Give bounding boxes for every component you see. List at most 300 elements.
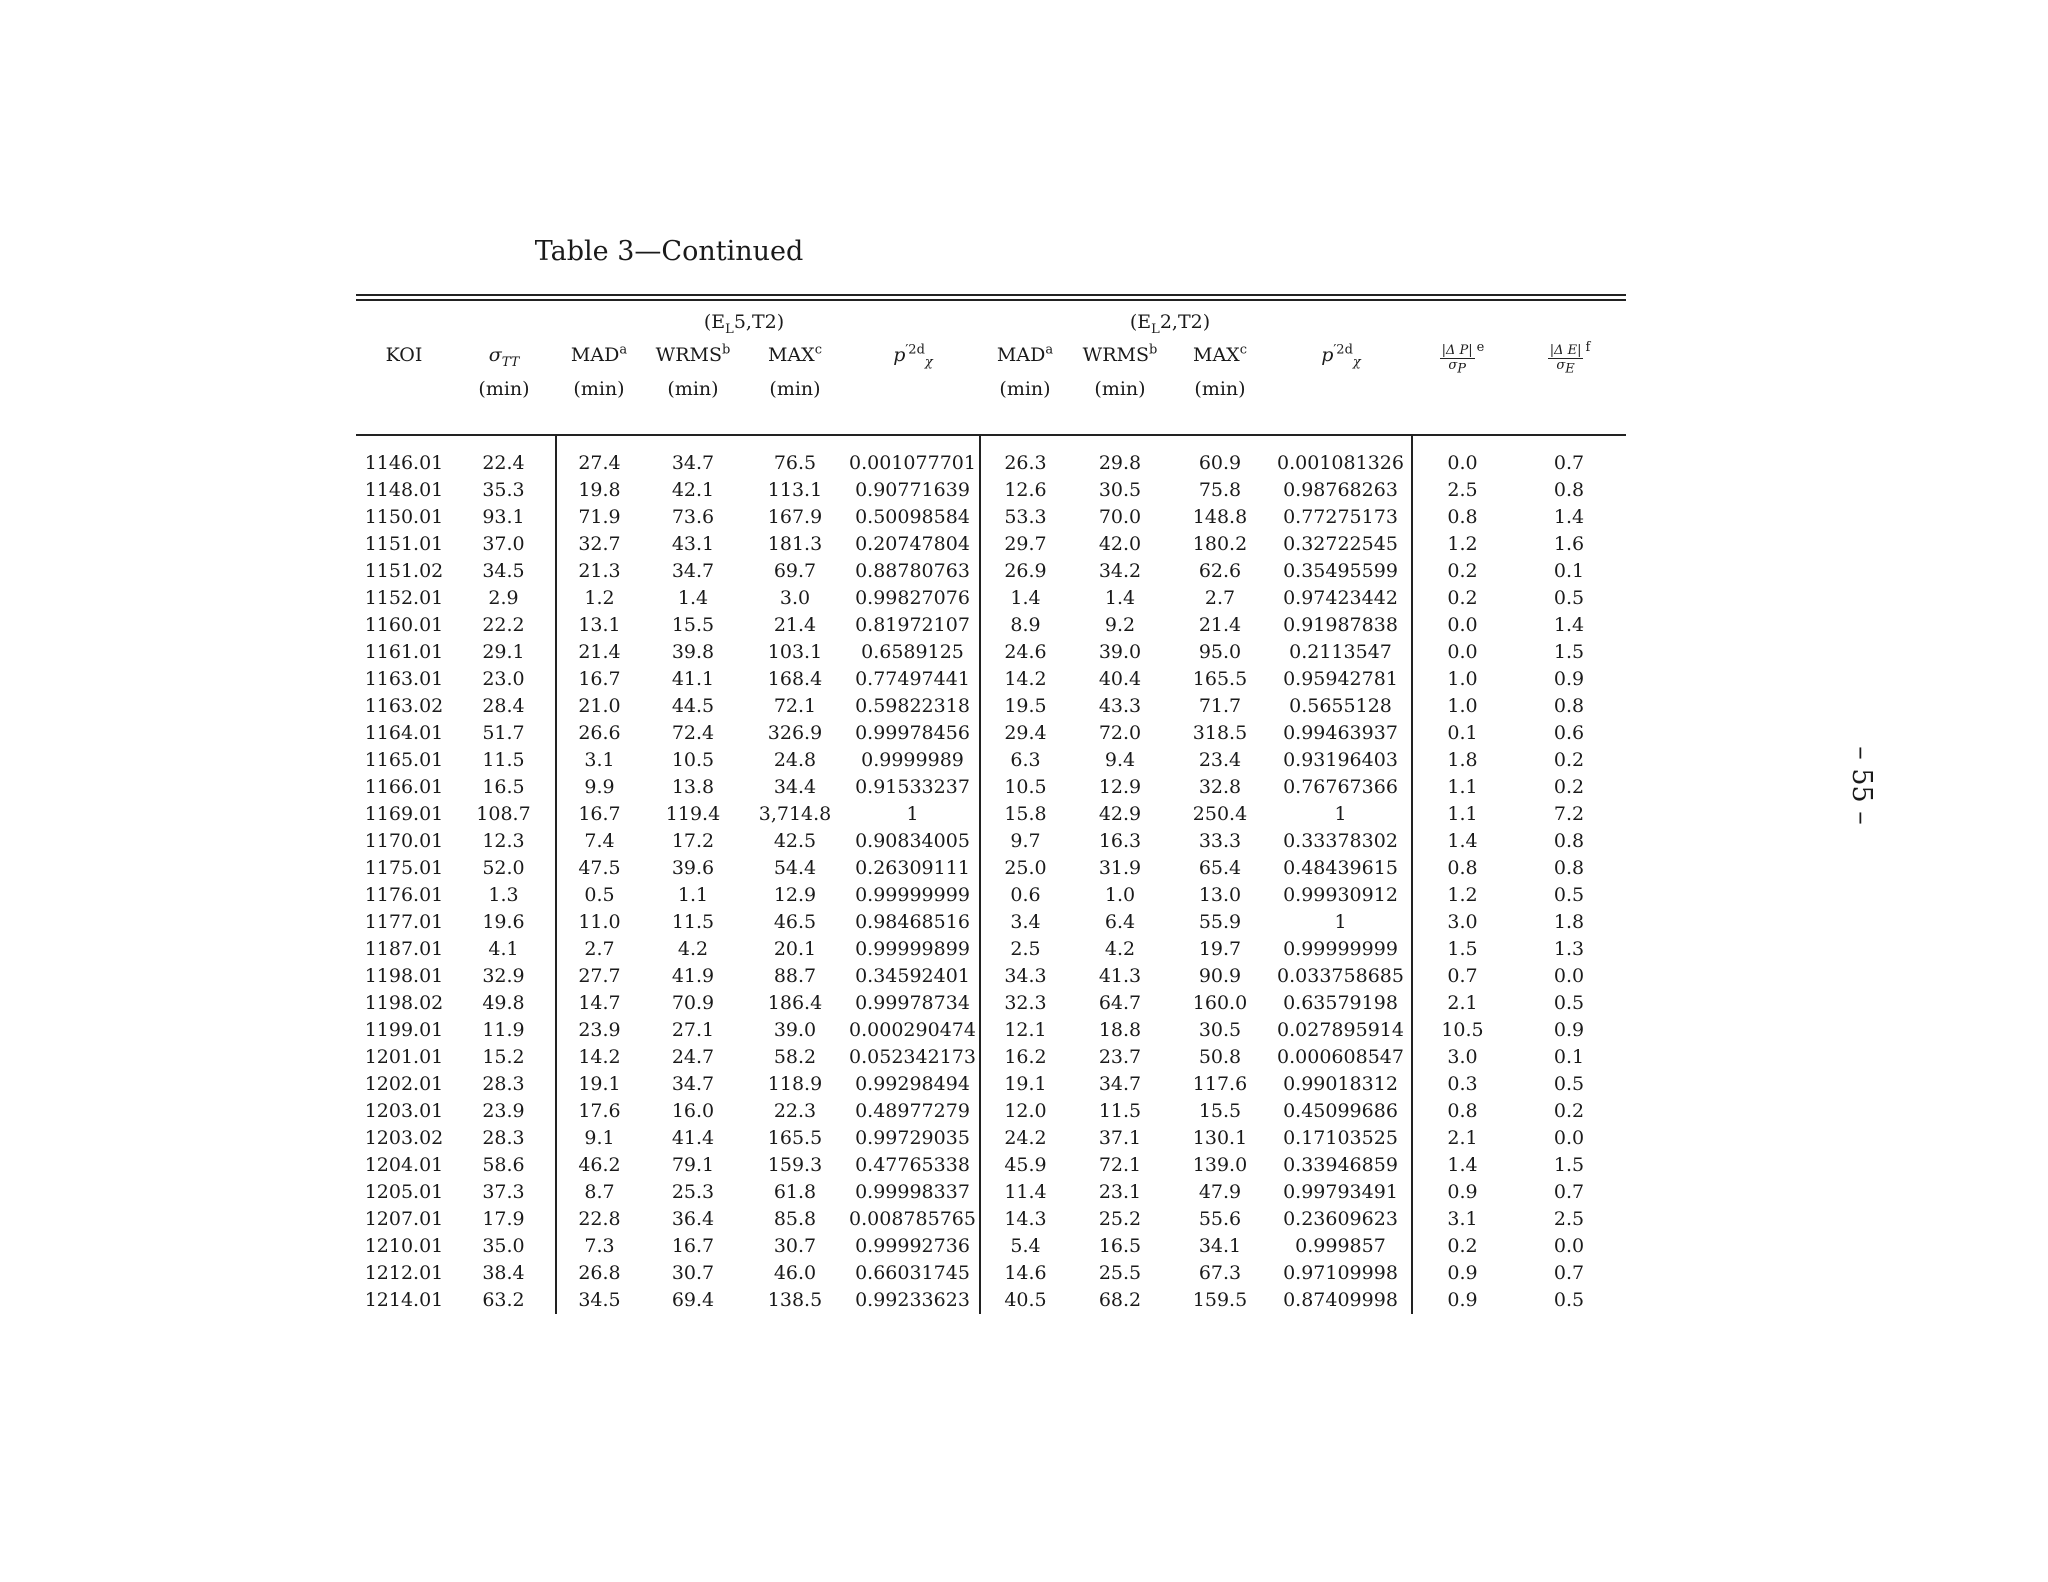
table-cell: 11.5 (482, 749, 525, 771)
table-cell: 0.0 (1553, 965, 1585, 987)
table-cell: 30.7 (671, 1262, 715, 1284)
table-cell: 11.9 (482, 1019, 525, 1041)
table-cell: 93.1 (482, 506, 525, 528)
table-cell: 13.1 (556, 612, 642, 639)
table-cell: 1.4 (1104, 587, 1136, 609)
table-cell: 1.5 (1412, 936, 1512, 963)
table-cell: 0.99793491 (1283, 1181, 1398, 1203)
table-cell: 16.7 (556, 801, 642, 828)
table-cell: 52.0 (482, 857, 525, 879)
col-header-wrms-2: WRMS$^b$ (1082, 342, 1158, 366)
unit-max-2: (min) (1194, 377, 1246, 400)
table-cell: 25.3 (671, 1181, 715, 1203)
table-cell: 71.7 (1198, 695, 1242, 717)
table-cell: 165.5 (767, 1127, 823, 1149)
koi-cell: 1164.01 (364, 722, 444, 744)
table-cell: 0.0 (1553, 1127, 1585, 1149)
table-cell: 38.4 (482, 1262, 525, 1284)
table-cell: 10.5 (980, 774, 1070, 801)
table-cell: 27.7 (556, 963, 642, 990)
table-cell: 2.7 (1204, 587, 1236, 609)
table-cell: 0.99999999 (1283, 938, 1398, 960)
table-cell: 53.3 (980, 504, 1070, 531)
table-cell: 0.20747804 (855, 533, 970, 555)
table-cell: 0.95942781 (1283, 668, 1398, 690)
table-cell: 0.9 (1553, 1019, 1585, 1041)
table-cell: 34.7 (671, 452, 715, 474)
table-cell: 3.4 (980, 909, 1070, 936)
table-cell: 9.9 (556, 774, 642, 801)
table-cell: 25.5 (1098, 1262, 1142, 1284)
col-header-mad-2: MAD$^a$ (996, 342, 1054, 366)
table-cell: 0.001077701 (849, 452, 976, 474)
col-header-sigma-tt: $\sigma_{TT}$ (488, 344, 520, 370)
table-cell: 1.4 (677, 587, 709, 609)
table-cell: 186.4 (767, 992, 823, 1014)
table-cell: 46.0 (773, 1262, 817, 1284)
table-cell: 16.7 (556, 666, 642, 693)
table-cell: 16.0 (671, 1100, 715, 1122)
table-cell: 0.7 (1553, 1262, 1585, 1284)
table-cell: 42.0 (1098, 533, 1142, 555)
table-cell: 0.001081326 (1277, 452, 1404, 474)
table-cell: 18.8 (1098, 1019, 1142, 1041)
table-cell: 7.2 (1553, 803, 1585, 825)
table-cell: 0.93196403 (1283, 749, 1398, 771)
table-cell: 117.6 (1192, 1073, 1248, 1095)
table-cell: 11.5 (1098, 1100, 1142, 1122)
koi-cell: 1187.01 (364, 938, 444, 960)
table-cell: 12.6 (980, 477, 1070, 504)
table-row (356, 1044, 1626, 1071)
table-cell: 62.6 (1198, 560, 1242, 582)
table-cell: 6.3 (980, 747, 1070, 774)
table-cell: 0.9 (1412, 1260, 1512, 1287)
table-cell: 0.77497441 (855, 668, 970, 690)
table-cell: 0.99999899 (855, 938, 970, 960)
table-row (356, 585, 1626, 612)
table-cell: 21.3 (556, 558, 642, 585)
table-cell: 10.5 (671, 749, 715, 771)
table-cell: 0.17103525 (1283, 1127, 1398, 1149)
data-table (356, 301, 1626, 1314)
table-cell: 23.9 (556, 1017, 642, 1044)
table-cell: 0.90771639 (855, 479, 970, 501)
table-cell: 0.7 (1412, 963, 1512, 990)
table-cell: 2.7 (556, 936, 642, 963)
table-row (356, 531, 1626, 558)
table-cell: 44.5 (671, 695, 715, 717)
table-cell: 39.0 (773, 1019, 817, 1041)
table-cell: 43.1 (671, 533, 715, 555)
unit-mad-2: (min) (999, 377, 1051, 400)
table-cell: 42.5 (773, 830, 817, 852)
table-cell: 0.99930912 (1283, 884, 1398, 906)
table-cell: 63.2 (482, 1289, 525, 1311)
table-row (356, 801, 1626, 828)
table-cell: 29.4 (980, 720, 1070, 747)
table-cell: 39.8 (671, 641, 715, 663)
table-cell: 181.3 (767, 533, 823, 555)
table-row (356, 936, 1626, 963)
table-cell: 0.77275173 (1283, 506, 1398, 528)
table-cell: 13.8 (671, 776, 715, 798)
table-cell: 1.4 (1553, 506, 1585, 528)
col-header-koi: KOI (385, 344, 423, 366)
table-cell: 39.6 (671, 857, 715, 879)
table-cell: 16.3 (1098, 830, 1142, 852)
table-cell: 3.1 (556, 747, 642, 774)
koi-cell: 1210.01 (364, 1235, 444, 1257)
table-cell: 0.2 (1553, 749, 1585, 771)
table-cell: 22.4 (482, 452, 525, 474)
table-cell: 2.5 (980, 936, 1070, 963)
table-cell: 37.0 (482, 533, 525, 555)
table-cell: 2.1 (1412, 990, 1512, 1017)
table-cell: 69.7 (773, 560, 817, 582)
table-cell: 20.1 (773, 938, 817, 960)
table-cell: 29.7 (980, 531, 1070, 558)
table-row (356, 639, 1626, 666)
table-cell: 4.2 (677, 938, 709, 960)
table-cell: 1 (1334, 803, 1347, 825)
table-cell: 7.4 (556, 828, 642, 855)
table-cell: 160.0 (1192, 992, 1248, 1014)
table-cell: 34.7 (671, 560, 715, 582)
koi-cell: 1163.02 (364, 695, 444, 717)
koi-cell: 1166.01 (364, 776, 444, 798)
table-cell: 0.99978734 (855, 992, 970, 1014)
table-cell: 14.7 (556, 990, 642, 1017)
table-cell: 0.87409998 (1283, 1289, 1398, 1311)
table-cell: 37.3 (482, 1181, 525, 1203)
table-row (356, 666, 1626, 693)
table-cell: 0.97423442 (1283, 587, 1398, 609)
table-cell: 7.3 (556, 1233, 642, 1260)
col-header-wrms-1: WRMS$^b$ (655, 342, 731, 366)
table-cell: 41.3 (1098, 965, 1142, 987)
table-cell: 0.8 (1553, 695, 1585, 717)
table-cell: 1.4 (980, 585, 1070, 612)
table-cell: 73.6 (671, 506, 715, 528)
table-header (356, 301, 1626, 436)
table-cell: 26.3 (980, 436, 1070, 477)
table-cell: 318.5 (1192, 722, 1248, 744)
koi-cell: 1198.02 (364, 992, 444, 1014)
table-cell: 1.5 (1553, 1154, 1585, 1176)
table-cell: 0.98468516 (855, 911, 970, 933)
table-cell: 1.6 (1553, 533, 1585, 555)
koi-cell: 1160.01 (364, 614, 444, 636)
table-cell: 0.32722545 (1283, 533, 1398, 555)
table-cell: 0.8 (1553, 830, 1585, 852)
table-cell: 0.7 (1553, 452, 1585, 474)
table-cell: 2.5 (1412, 477, 1512, 504)
table-cell: 118.9 (767, 1073, 823, 1095)
table-cell: 15.2 (482, 1046, 525, 1068)
table-cell: 8.7 (556, 1179, 642, 1206)
table-cell: 45.9 (980, 1152, 1070, 1179)
table-cell: 40.5 (980, 1287, 1070, 1314)
table-cell: 12.0 (980, 1098, 1070, 1125)
table-cell: 0.0 (1412, 436, 1512, 477)
table-cell: 17.9 (482, 1208, 525, 1230)
table-cell: 0.99827076 (855, 587, 970, 609)
table-cell: 1.0 (1412, 693, 1512, 720)
table-cell: 3.0 (1412, 909, 1512, 936)
table-cell: 3.1 (1412, 1206, 1512, 1233)
table-cell: 27.4 (556, 436, 642, 477)
col-header-pchi-1: $p^{'2d}_\chi$ (893, 342, 933, 370)
table-cell: 0.8 (1553, 479, 1585, 501)
table-cell: 0.99992736 (855, 1235, 970, 1257)
table-cell: 0.50098584 (855, 506, 970, 528)
table-cell: 9.7 (980, 828, 1070, 855)
table-row (356, 1233, 1626, 1260)
table-cell: 72.4 (671, 722, 715, 744)
koi-cell: 1175.01 (364, 857, 444, 879)
unit-mad-1: (min) (573, 377, 625, 400)
table-cell: 22.3 (773, 1100, 817, 1122)
koi-cell: 1170.01 (364, 830, 444, 852)
table-cell: 0.0 (1412, 639, 1512, 666)
table-row (356, 828, 1626, 855)
table-cell: 46.2 (556, 1152, 642, 1179)
table-cell: 0.033758685 (1277, 965, 1404, 987)
table-cell: 24.6 (980, 639, 1070, 666)
koi-cell: 1148.01 (364, 479, 444, 501)
table-cell: 34.1 (1198, 1235, 1242, 1257)
table-cell: 55.6 (1198, 1208, 1242, 1230)
table-cell: 5.4 (980, 1233, 1070, 1260)
table-cell: 0.47765338 (855, 1154, 970, 1176)
table-cell: 3.0 (1412, 1044, 1512, 1071)
table-cell: 0.5 (1553, 1073, 1585, 1095)
table-cell: 32.9 (482, 965, 525, 987)
table-cell: 1.5 (1553, 641, 1585, 663)
table-cell: 54.4 (773, 857, 817, 879)
koi-cell: 1169.01 (364, 803, 444, 825)
table-cell: 29.1 (482, 641, 525, 663)
table-cell: 85.8 (773, 1208, 817, 1230)
table-row (356, 504, 1626, 531)
table-cell: 1.1 (1412, 774, 1512, 801)
table-cell: 0.88780763 (855, 560, 970, 582)
table-cell: 0.1 (1412, 720, 1512, 747)
table-top-rule (356, 294, 1626, 301)
table-cell: 4.1 (488, 938, 519, 960)
table-cell: 0.5 (1553, 1289, 1585, 1311)
table-cell: 1.3 (1553, 938, 1585, 960)
koi-cell: 1204.01 (364, 1154, 444, 1176)
table-cell: 0.34592401 (855, 965, 970, 987)
table-cell: 0.2 (1553, 776, 1585, 798)
table-cell: 250.4 (1192, 803, 1248, 825)
table-row (356, 477, 1626, 504)
table-cell: 0.6589125 (861, 641, 964, 663)
group-header-el5: $(E_L5,T2)$ (703, 311, 785, 337)
table-cell: 0.6 (980, 882, 1070, 909)
table-cell: 1.3 (488, 884, 519, 906)
table-cell: 19.6 (482, 911, 525, 933)
table-cell: 14.6 (980, 1260, 1070, 1287)
table-cell: 0.6 (1553, 722, 1585, 744)
koi-cell: 1152.01 (364, 587, 444, 609)
table-cell: 11.0 (556, 909, 642, 936)
table-cell: 2.5 (1553, 1208, 1585, 1230)
table-cell: 0.99018312 (1283, 1073, 1398, 1095)
table-cell: 58.6 (482, 1154, 525, 1176)
table-cell: 0.0 (1412, 612, 1512, 639)
table-body (356, 436, 1626, 1314)
koi-cell: 1176.01 (364, 884, 444, 906)
table-cell: 1.2 (556, 585, 642, 612)
table-cell: 0.0 (1553, 1235, 1585, 1257)
table-cell: 43.3 (1098, 695, 1142, 717)
table-cell: 34.7 (671, 1073, 715, 1095)
table-cell: 9.2 (1104, 614, 1136, 636)
table-cell: 6.4 (1104, 911, 1136, 933)
table-cell: 39.0 (1098, 641, 1142, 663)
table-cell: 0.2 (1412, 585, 1512, 612)
table-cell: 1.4 (1412, 828, 1512, 855)
table-cell: 9.1 (556, 1125, 642, 1152)
col-header-max-1: MAX$^c$ (768, 342, 822, 366)
table-cell: 23.1 (1098, 1181, 1142, 1203)
table-row (356, 882, 1626, 909)
table-cell: 26.6 (556, 720, 642, 747)
table-cell: 159.5 (1192, 1289, 1248, 1311)
table-cell: 165.5 (1192, 668, 1248, 690)
table-row (356, 436, 1626, 477)
table-cell: 10.5 (1412, 1017, 1512, 1044)
table-cell: 15.5 (671, 614, 715, 636)
table-cell: 0.2 (1412, 558, 1512, 585)
table-cell: 35.0 (482, 1235, 525, 1257)
table-cell: 34.4 (773, 776, 817, 798)
table-cell: 65.4 (1198, 857, 1242, 879)
table-cell: 30.5 (1198, 1019, 1242, 1041)
table-cell: 72.1 (773, 695, 817, 717)
page-number: – 55 – (1845, 746, 1877, 825)
table-cell: 1.8 (1553, 911, 1585, 933)
koi-cell: 1203.01 (364, 1100, 444, 1122)
table-cell: 70.0 (1098, 506, 1142, 528)
table-cell: 40.4 (1098, 668, 1142, 690)
table-row (356, 963, 1626, 990)
table-cell: 16.5 (482, 776, 525, 798)
table-cell: 25.2 (1098, 1208, 1142, 1230)
table-cell: 0.66031745 (855, 1262, 970, 1284)
table-cell: 0.5 (556, 882, 642, 909)
table-cell: 1.0 (1104, 884, 1136, 906)
table-cell: 1.8 (1412, 747, 1512, 774)
table-cell: 17.2 (671, 830, 715, 852)
table-cell: 0.2 (1553, 1100, 1585, 1122)
table-cell: 34.5 (556, 1287, 642, 1314)
table-cell: 0.9 (1412, 1179, 1512, 1206)
table-cell: 30.5 (1098, 479, 1142, 501)
table-cell: 0.2 (1412, 1233, 1512, 1260)
table-cell: 0.59822318 (855, 695, 970, 717)
table-row (356, 1152, 1626, 1179)
table-row (356, 1071, 1626, 1098)
table-row (356, 720, 1626, 747)
table-cell: 16.2 (980, 1044, 1070, 1071)
table-cell: 51.7 (482, 722, 525, 744)
table-row (356, 1206, 1626, 1233)
table-cell: 159.3 (767, 1154, 823, 1176)
table-cell: 0.052342173 (849, 1046, 976, 1068)
table-cell: 14.2 (980, 666, 1070, 693)
table-cell: 75.8 (1198, 479, 1242, 501)
table-cell: 71.9 (556, 504, 642, 531)
unit-wrms-1: (min) (667, 377, 719, 400)
table-cell: 29.8 (1098, 452, 1142, 474)
table-cell: 34.3 (980, 963, 1070, 990)
table-cell: 69.4 (671, 1289, 715, 1311)
table-cell: 139.0 (1192, 1154, 1248, 1176)
table-cell: 76.5 (773, 452, 817, 474)
table-cell: 0.000290474 (849, 1019, 976, 1041)
table-cell: 0.97109998 (1283, 1262, 1398, 1284)
table-cell: 0.9 (1412, 1287, 1512, 1314)
table-cell: 12.9 (1098, 776, 1142, 798)
table-row (356, 693, 1626, 720)
table-cell: 23.9 (482, 1100, 525, 1122)
table-cell: 22.2 (482, 614, 525, 636)
table-cell: 0.76767366 (1283, 776, 1398, 798)
table-cell: 0.45099686 (1283, 1100, 1398, 1122)
koi-cell: 1146.01 (364, 452, 444, 474)
table-row (356, 747, 1626, 774)
table-cell: 31.9 (1098, 857, 1142, 879)
koi-cell: 1151.02 (364, 560, 444, 582)
koi-cell: 1214.01 (364, 1289, 444, 1311)
table-cell: 19.5 (980, 693, 1070, 720)
col-header-max-2: MAX$^c$ (1193, 342, 1247, 366)
table-cell: 14.3 (980, 1206, 1070, 1233)
koi-cell: 1161.01 (364, 641, 444, 663)
table-cell: 42.9 (1098, 803, 1142, 825)
table-cell: 1.4 (1412, 1152, 1512, 1179)
koi-cell: 1165.01 (364, 749, 444, 771)
table-cell: 47.9 (1198, 1181, 1242, 1203)
table-cell: 1 (1334, 911, 1347, 933)
unit-wrms-2: (min) (1094, 377, 1146, 400)
table-cell: 0.1 (1553, 1046, 1585, 1068)
table-cell: 13.0 (1198, 884, 1242, 906)
koi-cell: 1163.01 (364, 668, 444, 690)
table-cell: 1.1 (1412, 801, 1512, 828)
table-cell: 0.99298494 (855, 1073, 970, 1095)
table-cell: 180.2 (1192, 533, 1248, 555)
table-cell: 0.2113547 (1289, 641, 1392, 663)
table-cell: 23.7 (1098, 1046, 1142, 1068)
table-cell: 24.7 (671, 1046, 715, 1068)
table-cell: 119.4 (665, 803, 721, 825)
table-cell: 0.33378302 (1283, 830, 1398, 852)
table-cell: 28.4 (482, 695, 525, 717)
table-row (356, 1260, 1626, 1287)
col-header-mad-1: MAD$^a$ (570, 342, 628, 366)
table-cell: 72.1 (1098, 1154, 1142, 1176)
table-cell: 0.91533237 (855, 776, 970, 798)
col-header-delta-e: $\frac{\text{|Δ E|}}{\sigma_E}$ $^f$ (1549, 340, 1591, 377)
table-cell: 25.0 (980, 855, 1070, 882)
table-cell: 23.0 (482, 668, 525, 690)
table-cell: 0.99999999 (855, 884, 970, 906)
